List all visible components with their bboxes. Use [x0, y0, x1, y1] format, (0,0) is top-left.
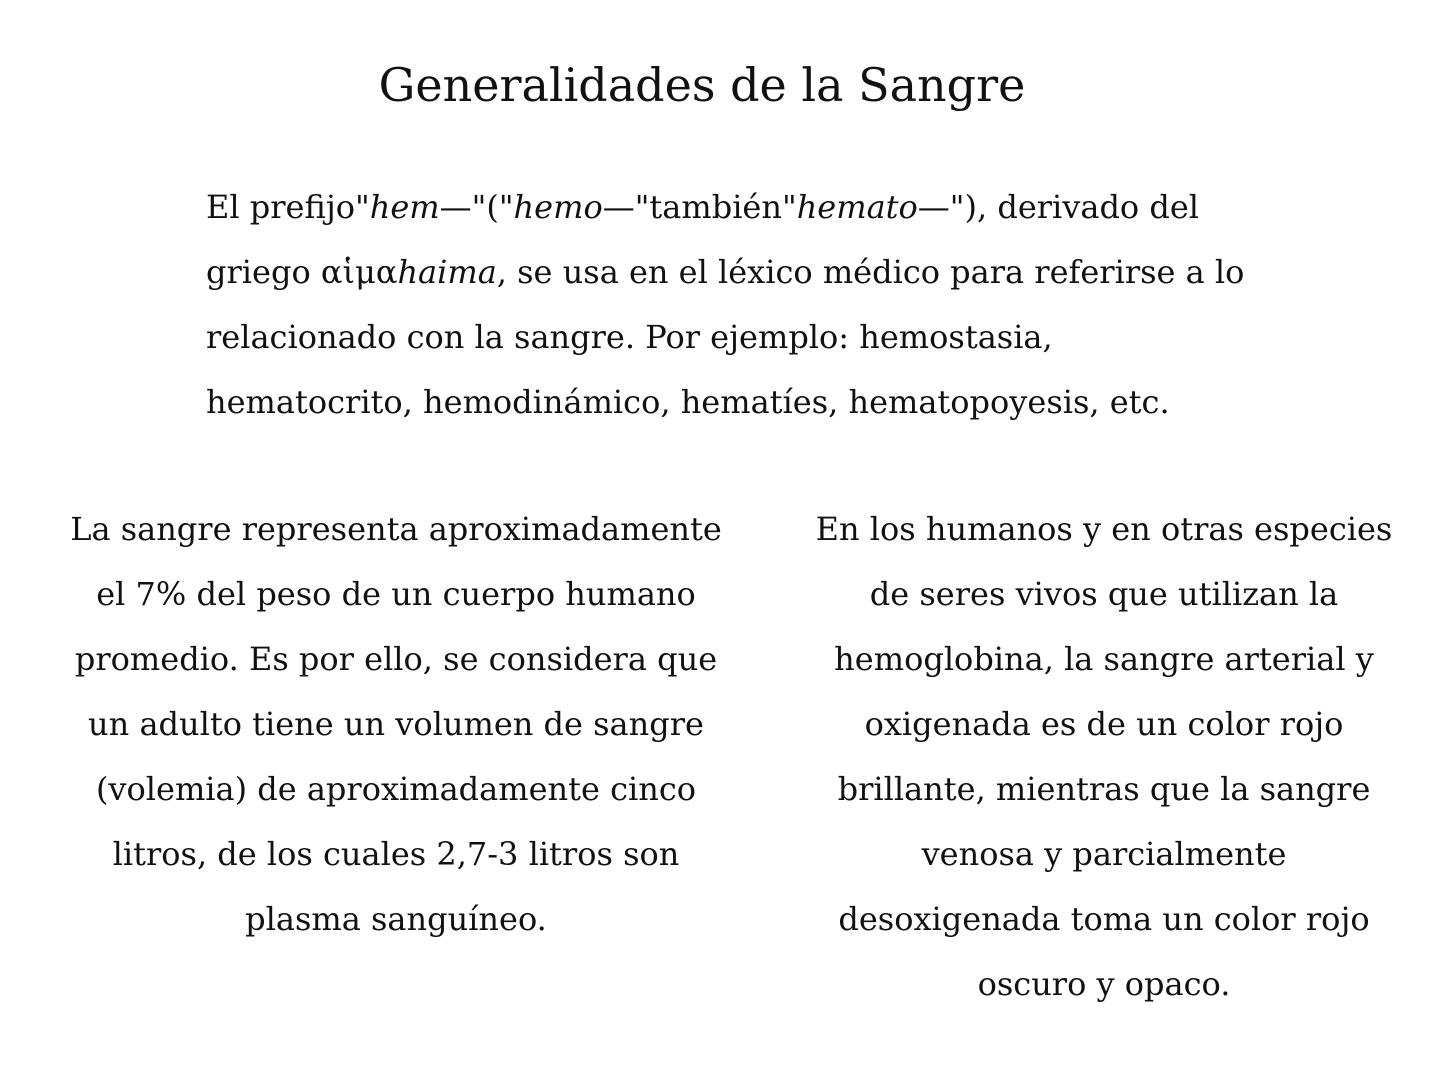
intro-text-segment: —"), derivado del	[917, 188, 1200, 227]
left-column-line: (volemia) de aproximadamente cinco	[95, 770, 697, 809]
two-column-section	[0, 497, 1440, 1017]
intro-line	[206, 370, 1440, 435]
intro-italic-segment: hemato	[796, 188, 918, 227]
intro-line	[206, 305, 1440, 370]
right-column-line: hemoglobina, la sangre arterial y	[834, 640, 1374, 679]
page-title: Generalidades de la Sangre	[378, 58, 1026, 112]
intro-italic-segment: hem	[369, 188, 440, 227]
left-column-paragraph	[40, 497, 752, 1017]
left-column-line: La sangre representa aproximadamente	[70, 510, 722, 549]
intro-text-segment: , se usa en el léxico médico para referirse a lo	[496, 253, 1245, 292]
intro-text-segment: El prefijo"	[206, 188, 370, 227]
right-column-line: oxigenada es de un color rojo	[864, 705, 1344, 744]
right-column-line: brillante, mientras que la sangre	[837, 770, 1371, 809]
intro-paragraph	[0, 175, 1440, 435]
left-column-line: plasma sanguíneo.	[245, 900, 547, 939]
left-column-line: un adulto tiene un volumen de sangre	[88, 705, 704, 744]
right-column-line: En los humanos y en otras especies	[815, 510, 1393, 549]
right-column-line: desoxigenada toma un color rojo	[838, 900, 1370, 939]
intro-italic-segment: haima	[397, 253, 497, 292]
intro-text-segment: —"también"	[602, 188, 797, 227]
intro-line	[206, 240, 1440, 305]
intro-italic-segment: hemo	[513, 188, 603, 227]
intro-text-segment: relacionado con la sangre. Por ejemplo: hemostasia,	[206, 318, 1053, 357]
intro-text-segment: hematocrito, hemodinámico, hematíes, hematopoyesis, etc.	[206, 383, 1170, 422]
right-column-line: de seres vivos que utilizan la	[869, 575, 1339, 614]
intro-text-segment: —"("	[439, 188, 514, 227]
intro-text-segment: griego αἱμα	[206, 253, 398, 292]
right-column-line: venosa y parcialmente	[921, 835, 1287, 874]
left-column-line: promedio. Es por ello, se considera que	[74, 640, 718, 679]
left-column-line: el 7% del peso de un cuerpo humano	[96, 575, 696, 614]
right-column-line: oscuro y opaco.	[977, 965, 1231, 1004]
right-column-paragraph	[808, 497, 1400, 1017]
left-column-line: litros, de los cuales 2,7-3 litros son	[112, 835, 680, 874]
intro-line	[206, 175, 1440, 240]
